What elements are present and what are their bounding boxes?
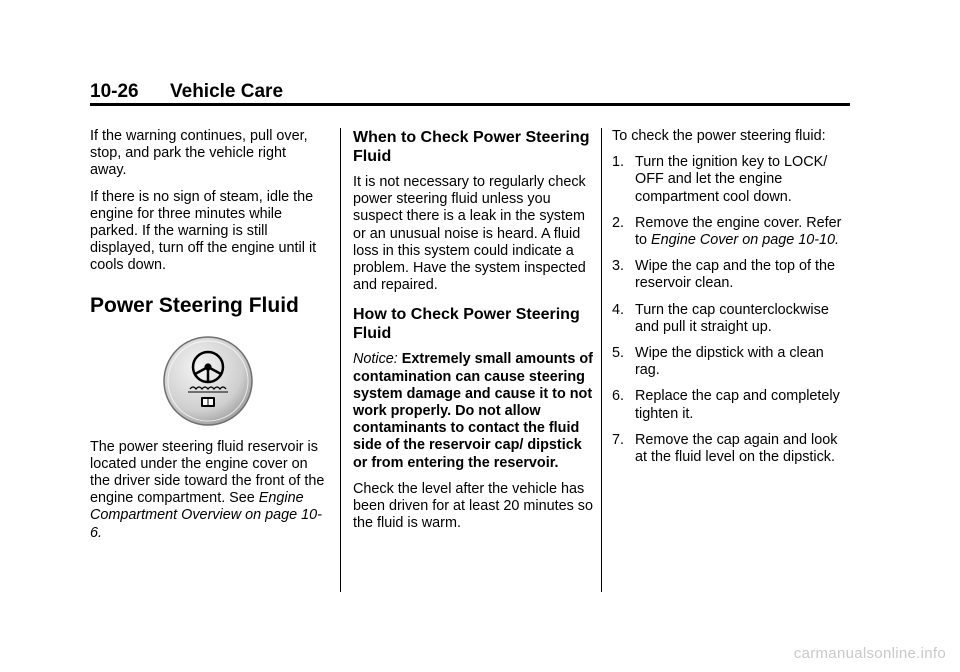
list-item: 7. Remove the cap again and look at the fluid level on the dipstick. [612,431,838,466]
ref-engine-compartment-overview: Engine Compartment Overview on page 10-6. [90,490,322,541]
list-item: 6. Replace the cap and completely tighten it. [612,388,840,422]
paragraph-reservoir-location: The power steering fluid reservoir is located under the engine cover on the driver side toward the front of the engine compartment. See Engine Compartment Overview on page 10-6. [90,438,325,541]
list-item: 1. Turn the ignition key to LOCK/ OFF and let the engine compartment cool down. [612,154,828,205]
list-item: 3. Wipe the cap and the top of the reservoir clean. [612,258,836,292]
column-divider-2 [601,128,602,592]
ref-engine-cover: Engine Cover on page 10-10. [651,232,840,249]
steps-list [612,154,852,466]
section-heading-power-steering-fluid: Power Steering Fluid [90,293,299,317]
paragraph-check-level: Check the level after the vehicle has been driven for at least 20 minutes so the fluid is warm. [353,480,593,532]
heading-how-to-check: How to Check Power Steering Fluid [353,306,580,343]
column-1 [90,128,326,551]
column-3 [612,128,852,475]
section-title: Vehicle Care [170,81,284,102]
list-item: 2. Remove the engine cover. Refer to Engine Cover on page 10-10. [612,214,842,249]
list-item: 5. Wipe the dipstick with a clean rag. [612,345,824,379]
power-steering-fluid-cap-icon [90,333,326,429]
steps-intro: To check the power steering fluid: [612,128,826,144]
notice-text: Extremely small amounts of contamination can cause steering system damage and cause it to not work properly. Do not allow contaminants to contact the fluid side of the reservoir cap/ dipstick or from entering the reservoir. [353,351,593,471]
paragraph-when-to-check: It is not necessary to regularly check power steering fluid unless you suspect there is a leak in the system or an unusual noise is heard. A fluid loss in this system could indicate a problem. Have the system inspected and repaired. [353,174,586,294]
page-number: 10-26 [90,81,139,102]
notice-label: Notice: [353,351,398,368]
column-divider-1 [340,128,341,592]
notice-paragraph [353,351,593,471]
heading-when-to-check: When to Check Power Steering Fluid [353,129,590,165]
paragraph-warning-continues: If the warning continues, pull over, stop, and park the vehicle right away. [90,128,308,179]
header-rule [90,103,850,106]
watermark: carmanualsonline.info [793,645,946,662]
paragraph-no-steam: If there is no sign of steam, idle the engine for three minutes while parked. If the warning is still displayed, turn off the engine until it cools down. [90,188,317,274]
column-2 [353,128,593,541]
page-header [90,80,850,104]
list-item: 4. Turn the cap counterclockwise and pull it straight up. [612,301,829,335]
